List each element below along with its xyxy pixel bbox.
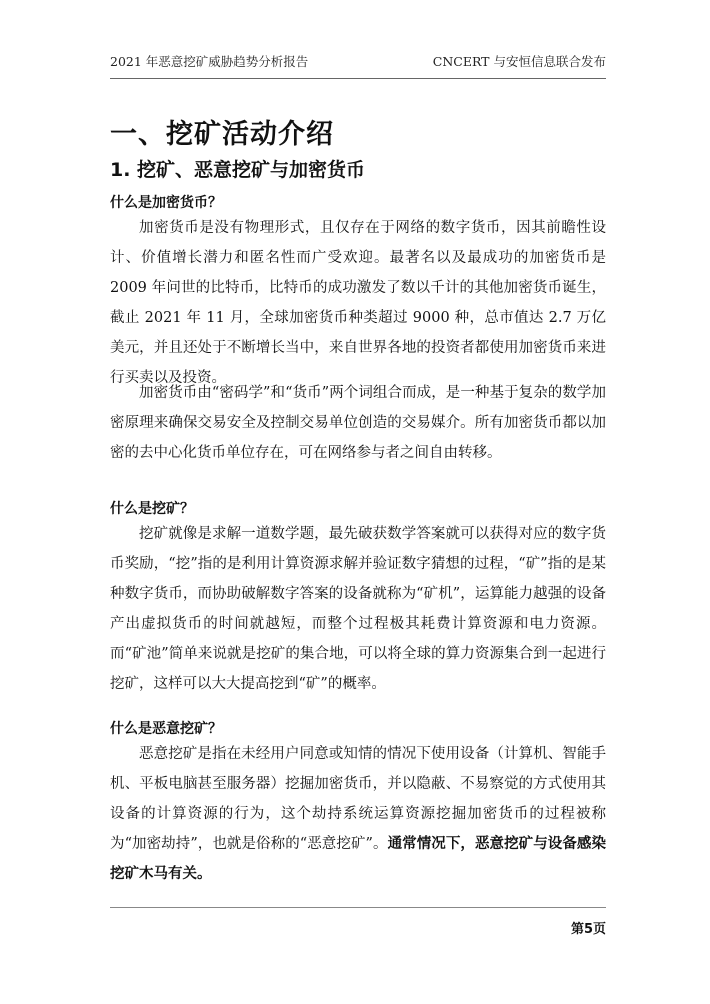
- question-heading-mining: 什么是挖矿？: [110, 501, 194, 517]
- question-heading-malicious-mining: 什么是恶意挖矿？: [110, 721, 222, 737]
- subsection-title: 1. 挖矿、恶意挖矿与加密货币: [110, 159, 366, 181]
- header-report-title: 2021 年恶意挖矿威胁趋势分析报告: [110, 54, 309, 69]
- footer-divider: [110, 907, 606, 908]
- question-heading-crypto: 什么是加密货币？: [110, 195, 222, 211]
- paragraph-crypto-origin: 加密货币由“密码学”和“货币”两个词组合而成，是一种基于复杂的数学加密原理来确保交易安全及控制交易单位创造的交易媒介。所有加密货币都以加密的去中心化货币单位存在，可在网络参与者之间自由转移。: [110, 385, 606, 461]
- section-title: 一、挖矿活动介绍: [110, 119, 334, 150]
- paragraph-malicious-mining-emphasis: 通常情况下，恶意挖矿与设备感染挖矿木马有关。: [110, 836, 606, 882]
- paragraph-malicious-mining-text: 恶意挖矿是指在未经用户同意或知情的情况下使用设备（计算机、智能手机、平板电脑甚至服务器）挖掘加密货币，并以隐蔽、不易察觉的方式使用其设备的计算资源的行为，这个劫持系统运算资源挖掘加密货币的过程被称为“加密劫持”，也就是俗称的“恶意挖矿”。: [110, 746, 606, 852]
- paragraph-malicious-mining: [110, 739, 606, 889]
- page-header: [110, 52, 606, 79]
- page-number: 第5页: [570, 922, 606, 937]
- paragraph-crypto-definition: 加密货币是没有物理形式，且仅存在于网络的数字货币，因其前瞻性设计、价值增长潜力和匿名性而广受欢迎。最著名以及最成功的加密货币是 2009 年问世的比特币，比特币的成功激发了数以千计的其他加密货币诞生，截止 2021 年 11 月，全球加密货币种类超过 9000 种，总市值达 2.7 万亿美元，并且还处于不断增长当中，来自世界各地的投资者都使用加密货币来进行买卖以及投资。: [110, 220, 606, 386]
- header-publisher: CNCERT 与安恒信息联合发布: [432, 54, 606, 69]
- paragraph-mining-definition: 挖矿就像是求解一道数学题，最先破获数学答案就可以获得对应的数字货币奖励，“挖”指的是利用计算资源求解并验证数字猜想的过程，“矿”指的是某种数字货币，而协助破解数字答案的设备就称为“矿机”，运算能力越强的设备产出虚拟货币的时间就越短，而整个过程极其耗费计算资源和电力资源。而“矿池”简单来说就是挖矿的集合地，可以将全球的算力资源集合到一起进行挖矿，这样可以大大提高挖到“矿”的概率。: [110, 526, 606, 692]
